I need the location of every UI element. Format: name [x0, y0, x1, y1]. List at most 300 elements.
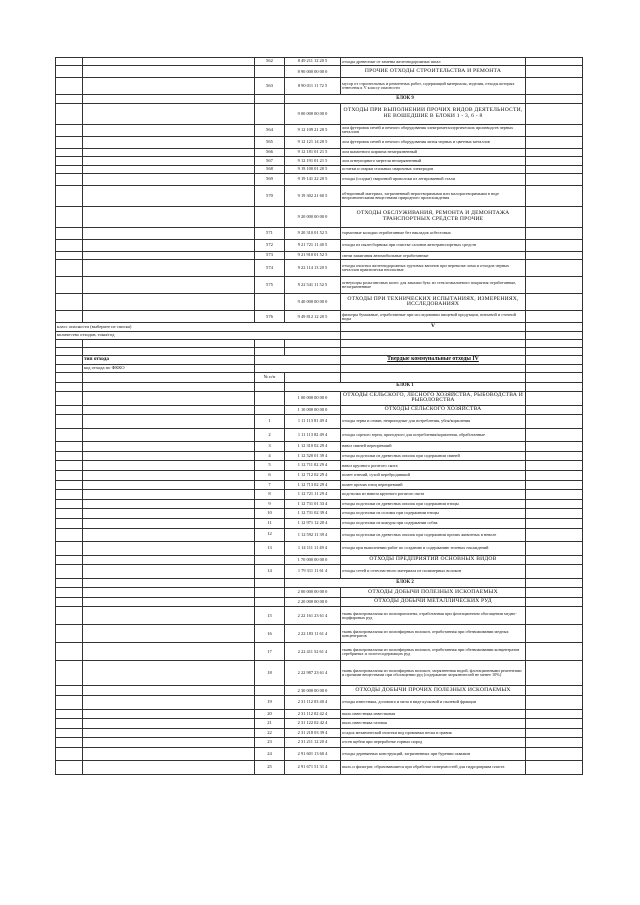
empty-cell	[83, 643, 255, 661]
empty-cell	[526, 382, 583, 392]
empty-cell	[56, 480, 83, 490]
section-heading: ОТХОДЫ ДОБЫЧИ МЕТАЛЛИЧЕСКИХ РУД	[341, 597, 526, 607]
empty-cell	[526, 372, 583, 382]
empty-cell	[83, 597, 255, 607]
fkko-code: 9 12 191 01 21 5	[285, 157, 341, 165]
row-number: 19	[255, 696, 285, 710]
row-number: 5	[255, 461, 285, 471]
empty-cell	[255, 382, 285, 392]
empty-cell	[83, 719, 255, 729]
table-row	[56, 509, 583, 519]
row-number: 1	[255, 415, 285, 429]
section-heading: ОТХОДЫ ДОБЫЧИ ПОЛЕЗНЫХ ИСКОПАЕМЫХ	[341, 588, 526, 598]
waste-description: обтирочный материал, загрязненный нерастворимыми или малорастворимыми в воде неорганическими веществами природного происхождения	[341, 185, 526, 206]
empty-cell	[83, 738, 255, 748]
table-row	[56, 555, 583, 565]
empty-cell	[56, 227, 83, 239]
waste-description: отходы известняка, доломита и мела в виде кусковой и пылевой фракции	[341, 696, 526, 710]
value-cell[interactable]	[526, 451, 583, 461]
row-number: 570	[255, 185, 285, 206]
waste-description: отходы из пылесборника при очистке салонов автотранспортных средств	[341, 239, 526, 251]
empty-cell	[56, 738, 83, 748]
row-number	[255, 597, 285, 607]
empty-cell	[56, 661, 83, 686]
empty-cell	[83, 227, 255, 239]
row-number: 8	[255, 490, 285, 500]
empty-cell	[83, 239, 255, 251]
empty-cell	[56, 578, 83, 588]
waste-description: помет птичий, сухой перебродивший	[341, 470, 526, 480]
waste-table	[55, 57, 583, 775]
empty-cell	[526, 364, 583, 372]
fkko-code: 1 12 731 02 39 4	[285, 509, 341, 519]
section-heading: ПРОЧИЕ ОТХОДЫ СТРОИТЕЛЬСТВА И РЕМОНТА	[341, 66, 526, 78]
waste-description: отходы подстилки из древесных опилок при содержании прочих животных в неволе	[341, 528, 526, 542]
empty-cell	[83, 78, 255, 95]
fkko-code: 1 12 520 01 39 4	[285, 451, 341, 461]
value-cell[interactable]	[526, 58, 583, 66]
table-row	[56, 227, 583, 239]
value-cell[interactable]	[526, 442, 583, 452]
waste-description: отсев щебня при переработке горных пород	[341, 738, 526, 748]
value-cell[interactable]	[526, 518, 583, 528]
row-number: 3	[255, 442, 285, 452]
empty-cell	[83, 428, 255, 442]
fkko-code: 2 22 411 52 61 4	[285, 643, 341, 661]
block-title: БЛОК 9	[285, 95, 526, 103]
empty-cell	[83, 499, 255, 509]
empty-cell	[83, 124, 255, 136]
empty-cell	[56, 709, 83, 719]
fkko-code: 9 20 310 01 52 5	[285, 227, 341, 239]
fkko-code: 1 12 310 02 29 4	[285, 442, 341, 452]
empty-cell	[83, 696, 255, 710]
value-cell[interactable]	[526, 588, 583, 598]
value-cell[interactable]	[526, 185, 583, 206]
empty-cell	[83, 588, 255, 598]
fkko-code: 9 12 109 21 20 5	[285, 124, 341, 136]
empty-cell	[526, 95, 583, 103]
empty-cell	[56, 509, 83, 519]
empty-cell	[56, 696, 83, 710]
value-cell[interactable]	[526, 490, 583, 500]
empty-cell	[526, 331, 583, 339]
empty-cell	[83, 480, 255, 490]
section-heading: ОТХОДЫ ДОБЫЧИ ПРОЧИХ ПОЛЕЗНЫХ ИСКОПАЕМЫХ	[341, 686, 526, 696]
row-number: 574	[255, 260, 285, 277]
row-number: 569	[255, 173, 285, 185]
value-cell[interactable]	[526, 251, 583, 259]
waste-description: навоз крупного рогатого скота	[341, 461, 526, 471]
empty-cell	[526, 356, 583, 364]
value-cell[interactable]	[526, 124, 583, 136]
value-cell[interactable]	[526, 499, 583, 509]
table-row	[56, 728, 583, 738]
value-cell[interactable]	[526, 470, 583, 480]
table-row	[56, 696, 583, 710]
empty-cell	[83, 251, 255, 259]
table-row	[56, 58, 583, 66]
empty-cell	[56, 78, 83, 95]
row-number: 564	[255, 124, 285, 136]
fkko-code: 1 14 111 11 49 4	[285, 542, 341, 556]
empty-cell	[56, 260, 83, 277]
waste-description: лом футеровок печей и печного оборудования электрометаллургических производств черных металлов	[341, 124, 526, 136]
empty-cell	[255, 364, 341, 372]
empty-cell	[56, 157, 83, 165]
table-row	[56, 461, 583, 471]
fkko-code: 1 12 731 01 33 4	[285, 499, 341, 509]
block-title: БЛОК 2	[285, 578, 526, 588]
empty-cell	[56, 239, 83, 251]
value-cell[interactable]	[526, 136, 583, 148]
spreadsheet	[55, 57, 582, 775]
empty-cell	[56, 428, 83, 442]
empty-cell	[83, 165, 255, 173]
empty-cell	[56, 643, 83, 661]
empty-cell	[56, 124, 83, 136]
empty-cell	[56, 625, 83, 643]
row-number: 15	[255, 607, 285, 625]
row-number	[255, 206, 285, 227]
waste-description: отходы (осадки) сварочной проволоки из легированной стали	[341, 173, 526, 185]
table-row	[56, 761, 583, 775]
empty-cell	[56, 356, 83, 364]
table-row	[56, 480, 583, 490]
empty-cell	[56, 597, 83, 607]
waste-description: отходы очистки железнодорожных грузовых вагонов при перевозке лома и отходов черных металлов практически неопасные	[341, 260, 526, 277]
empty-cell	[83, 542, 255, 556]
table-row	[56, 597, 583, 607]
fkko-code: 1 00 000 00 00 0	[285, 392, 341, 406]
empty-cell	[83, 451, 255, 461]
fkko-code: 2 31 211 12 20 4	[285, 738, 341, 748]
empty-cell	[83, 555, 255, 565]
value-cell[interactable]	[526, 738, 583, 748]
row-number: 16	[255, 625, 285, 643]
value-cell[interactable]	[526, 66, 583, 78]
empty-cell	[83, 311, 255, 323]
empty-cell	[83, 185, 255, 206]
fkko-code: 1 10 000 00 00 0	[285, 405, 341, 415]
empty-cell	[56, 528, 83, 542]
fkko-code: 8 90 000 00 00 0	[285, 66, 341, 78]
empty-cell	[56, 542, 83, 556]
waste-type-label: тип отхода	[83, 356, 255, 364]
row-number: 22	[255, 728, 285, 738]
empty-cell	[83, 607, 255, 625]
block-row	[56, 578, 583, 588]
fkko-code: 1 12 721 11 29 4	[285, 490, 341, 500]
waste-description: отходы древесные от замены железнодорожных шпал	[341, 58, 526, 66]
waste-description: отходы деревянных конструкций, загрязненных при бурении скважин	[341, 747, 526, 761]
value-cell[interactable]	[526, 415, 583, 429]
table-row	[56, 277, 583, 294]
row-number: 576	[255, 311, 285, 323]
empty-cell	[56, 382, 83, 392]
empty-cell	[83, 173, 255, 185]
value-cell[interactable]	[526, 625, 583, 643]
empty-cell	[56, 173, 83, 185]
waste-description: отходы сорного зерна, пригодного для потребления/кормления, обработанные	[341, 428, 526, 442]
row-number: 17	[255, 643, 285, 661]
table-row	[56, 428, 583, 442]
empty-cell	[56, 185, 83, 206]
value-cell[interactable]	[526, 709, 583, 719]
table-row	[56, 588, 583, 598]
table-row	[56, 294, 583, 311]
empty-cell	[83, 95, 255, 103]
value-cell[interactable]	[526, 405, 583, 415]
row-number: 567	[255, 157, 285, 165]
value-cell[interactable]	[526, 461, 583, 471]
row-number: 6	[255, 470, 285, 480]
value-cell[interactable]	[526, 294, 583, 311]
empty-cell	[83, 442, 255, 452]
row-number: 562	[255, 58, 285, 66]
hazard-class-label: класс опасности (выберите из списка)	[56, 323, 341, 331]
value-cell[interactable]	[526, 643, 583, 661]
waste-description: мусор от строительных и ремонтных работ, содержащий материалы, изделия, отходы которых отнесены к V классу опасности	[341, 78, 526, 95]
empty-cell	[83, 277, 255, 294]
table-row	[56, 165, 583, 173]
waste-description: отходы подстилки из древесных опилок при содержании птицы	[341, 499, 526, 509]
row-number	[255, 555, 285, 565]
empty-cell	[56, 719, 83, 729]
table-row	[56, 542, 583, 556]
row-number: 23	[255, 738, 285, 748]
value-cell[interactable]	[526, 528, 583, 542]
empty-cell	[56, 364, 83, 372]
value-cell[interactable]	[526, 148, 583, 156]
fkko-code-label: код отхода по ФККО	[83, 364, 255, 372]
empty-cell	[285, 372, 341, 382]
fkko-code: 2 31 112 03 40 4	[285, 696, 341, 710]
empty-cell	[83, 382, 255, 392]
empty-cell	[56, 747, 83, 761]
row-number: 14	[255, 565, 285, 579]
hazard-class-value[interactable]: V	[341, 323, 526, 331]
value-cell[interactable]	[526, 428, 583, 442]
table-row	[56, 173, 583, 185]
fkko-code: 2 30 000 00 00 0	[285, 686, 341, 696]
value-cell[interactable]	[526, 747, 583, 761]
waste-description: лом футеровок печей и печного оборудования литья черных и цветных металлов	[341, 136, 526, 148]
value-cell[interactable]	[526, 597, 583, 607]
fkko-code: 1 12 971 12 20 4	[285, 518, 341, 528]
empty-cell	[83, 709, 255, 719]
value-cell[interactable]	[526, 239, 583, 251]
fkko-code: 9 21 910 01 52 5	[285, 251, 341, 259]
fkko-code: 9 20 000 00 00 0	[285, 206, 341, 227]
num-column-header: № п/п	[255, 372, 285, 382]
table-row	[56, 415, 583, 429]
fkko-code: 2 91 671 51 31 4	[285, 761, 341, 775]
waste-description: пыль известняка известковая	[341, 709, 526, 719]
waste-description: отходы подстилки из соломы при содержании птицы	[341, 509, 526, 519]
row-number: 568	[255, 165, 285, 173]
empty-cell	[83, 728, 255, 738]
empty-cell	[56, 148, 83, 156]
empty-cell	[83, 58, 255, 66]
fkko-code: 1 11 113 81 49 4	[285, 415, 341, 429]
waste-description: тормозные колодки отработанные без накладок асбестовых	[341, 227, 526, 239]
value-cell[interactable]	[526, 480, 583, 490]
quantity-label: количество отходов, тонн/год	[56, 331, 341, 339]
waste-description: огнеупоры рольганговых колес для закалки букс из стеклоэмалиевого покрытия отработанные, незагрязненные	[341, 277, 526, 294]
fkko-code: 9 12 181 01 21 5	[285, 148, 341, 156]
fkko-code: 2 31 122 02 42 4	[285, 719, 341, 729]
table-row	[56, 625, 583, 643]
empty-cell	[255, 356, 341, 364]
waste-description: свечи зажигания автомобильные отработанные	[341, 251, 526, 259]
section-heading: ОТХОДЫ ПРИ ВЫПОЛНЕНИИ ПРОЧИХ ВИДОВ ДЕЯТЕЛЬНОСТИ, НЕ ВОШЕДШИЕ В БЛОКИ 1 - 3, 6 - 8	[341, 103, 526, 124]
empty-cell	[56, 206, 83, 227]
table-row	[56, 442, 583, 452]
fkko-code: 9 22 114 13 20 5	[285, 260, 341, 277]
table-row	[56, 136, 583, 148]
value-cell[interactable]	[526, 78, 583, 95]
empty-cell	[56, 490, 83, 500]
empty-cell	[56, 470, 83, 480]
value-cell[interactable]	[526, 696, 583, 710]
empty-cell	[83, 372, 255, 382]
empty-cell	[56, 251, 83, 259]
waste-description: остатки и огарки стальных сварочных электродов	[341, 165, 526, 173]
empty-cell	[56, 103, 83, 124]
fkko-code: 9 12 121 14 20 5	[285, 136, 341, 148]
value-cell[interactable]	[526, 311, 583, 323]
empty-cell	[83, 686, 255, 696]
row-number: 565	[255, 136, 285, 148]
empty-cell	[83, 528, 255, 542]
table-row	[56, 66, 583, 78]
row-number: 4	[255, 451, 285, 461]
empty-cell	[56, 66, 83, 78]
table-row	[56, 607, 583, 625]
section-heading: ОТХОДЫ СЕЛЬСКОГО, ЛЕСНОГО ХОЗЯЙСТВА, РЫБОВОДСТВА И РЫБОЛОВСТВА	[341, 392, 526, 406]
block-row	[56, 95, 583, 103]
row-number: 24	[255, 747, 285, 761]
fkko-code: 9 19 100 01 20 5	[285, 165, 341, 173]
value-cell[interactable]	[526, 103, 583, 124]
value-cell[interactable]	[526, 719, 583, 729]
row-number	[255, 405, 285, 415]
empty-cell	[83, 206, 255, 227]
part2-rows	[56, 382, 583, 774]
empty-cell	[83, 565, 255, 579]
empty-cell	[83, 578, 255, 588]
waste-description: лом шамотного кирпича незагрязненный	[341, 148, 526, 156]
row-number: 7	[255, 480, 285, 490]
empty-cell	[56, 294, 83, 311]
value-cell[interactable]	[526, 565, 583, 579]
row-number: 572	[255, 239, 285, 251]
value-cell[interactable]	[526, 761, 583, 775]
table-row	[56, 661, 583, 686]
waste-description: ткань фильтровальная из полиэфирных волокон, отработанная при обезвоживании медных концентратов	[341, 625, 526, 643]
table-row	[56, 518, 583, 528]
value-cell[interactable]	[526, 165, 583, 173]
table-row	[56, 206, 583, 227]
value-cell[interactable]	[526, 728, 583, 738]
table-row	[56, 392, 583, 406]
value-cell[interactable]	[526, 206, 583, 227]
waste-description: ткань фильтровальная из полипропилена, отработанная при флотационном обогащении медно-порфировых руд	[341, 607, 526, 625]
value-cell[interactable]	[526, 392, 583, 406]
fkko-code: 9 19 302 21 60 5	[285, 185, 341, 206]
value-cell[interactable]	[526, 542, 583, 556]
table-row	[56, 185, 583, 206]
quantity-input-cell[interactable]	[341, 331, 526, 339]
fkko-code: 9 40 000 00 00 0	[285, 294, 341, 311]
value-cell[interactable]	[526, 277, 583, 294]
empty-cell	[83, 405, 255, 415]
waste-description: отходы зерна и семян, непригодные для потребления, убоя/кормления	[341, 415, 526, 429]
empty-cell	[83, 625, 255, 643]
value-cell[interactable]	[526, 227, 583, 239]
part1-rows	[56, 58, 583, 323]
row-number: 12	[255, 528, 285, 542]
waste-description: подстилка из навоза крупного рогатого скота	[341, 490, 526, 500]
fkko-code: 2 22 987 23 61 4	[285, 661, 341, 686]
table-row	[56, 260, 583, 277]
value-cell[interactable]	[526, 686, 583, 696]
empty-cell	[56, 461, 83, 471]
fkko-code: 8 49 211 12 20 5	[285, 58, 341, 66]
empty-cell	[56, 415, 83, 429]
row-number: 573	[255, 251, 285, 259]
row-number: 18	[255, 661, 285, 686]
row-number: 563	[255, 78, 285, 95]
block-row	[56, 382, 583, 392]
waste-description: отходы подстилки из древесных опилок при содержании свиней	[341, 451, 526, 461]
empty-cell	[56, 588, 83, 598]
value-cell[interactable]	[526, 509, 583, 519]
row-number: 2	[255, 428, 285, 442]
empty-cell	[56, 499, 83, 509]
empty-cell	[56, 392, 83, 406]
empty-cell	[56, 565, 83, 579]
table-row	[56, 78, 583, 95]
table-row	[56, 103, 583, 124]
empty-cell	[56, 277, 83, 294]
section-heading: ОТХОДЫ ПРИ ТЕХНИЧЕСКИХ ИСПЫТАНИЯХ, ИЗМЕРЕНИЯХ, ИССЛЕДОВАНИЯХ	[341, 294, 526, 311]
empty-cell	[56, 518, 83, 528]
row-number: 11	[255, 518, 285, 528]
empty-cell	[83, 392, 255, 406]
value-cell[interactable]	[526, 157, 583, 165]
value-cell[interactable]	[526, 607, 583, 625]
empty-cell	[83, 66, 255, 78]
value-cell[interactable]	[526, 260, 583, 277]
fkko-code: 9 19 141 22 20 5	[285, 173, 341, 185]
table-row	[56, 148, 583, 156]
value-cell[interactable]	[526, 661, 583, 686]
waste-type-title: Твердые коммунальные отходы IV	[341, 356, 526, 364]
fkko-code: 1 12 713 02 29 4	[285, 480, 341, 490]
waste-description: отходы при выполнении работ по созданию и содержанию зеленых насаждений	[341, 542, 526, 556]
empty-cell	[56, 95, 83, 103]
empty-cell	[83, 461, 255, 471]
value-cell[interactable]	[526, 173, 583, 185]
value-cell[interactable]	[526, 555, 583, 565]
empty-cell	[83, 509, 255, 519]
empty-cell	[83, 415, 255, 429]
table-row	[56, 405, 583, 415]
waste-description: пыль известняка газовая	[341, 719, 526, 729]
empty-cell	[56, 372, 83, 382]
